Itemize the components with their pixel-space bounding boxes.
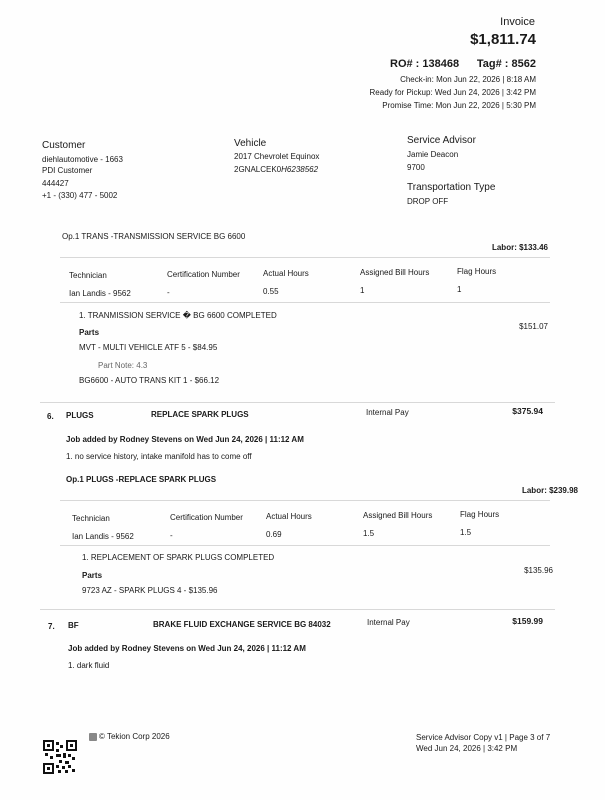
advisor-name: Jamie Deacon — [407, 150, 459, 159]
job-added: Job added by Rodney Stevens on Wed Jun 24, 2026 | 11:12 AM — [68, 644, 306, 653]
parts-label: Parts — [82, 571, 103, 580]
flag-hours-header: Flag Hours — [460, 510, 500, 519]
customer-type: PDI Customer — [42, 166, 93, 175]
ro-number: RO# : 138468 — [390, 58, 460, 70]
vin-suffix: H6238562 — [281, 165, 319, 174]
line-code: PLUGS — [66, 411, 94, 420]
advisor-number: 9700 — [407, 163, 425, 172]
vehicle-model: 2017 Chevrolet Equinox — [234, 152, 320, 161]
line-number: 7. — [48, 622, 55, 631]
vin-prefix: 2GNALCEK0 — [234, 165, 282, 174]
vehicle-heading: Vehicle — [234, 138, 267, 149]
line-number: 6. — [47, 412, 54, 421]
divider — [60, 257, 550, 258]
parts-total: $135.96 — [524, 566, 553, 575]
tag-number: Tag# : 8562 — [476, 58, 536, 70]
part-note: Part Note: 4.3 — [98, 361, 148, 370]
tekion-logo-icon — [89, 733, 97, 741]
op-title: Op.1 PLUGS -REPLACE SPARK PLUGS — [66, 475, 217, 484]
line-description: REPLACE SPARK PLUGS — [151, 410, 249, 419]
customer-phone: +1 - (330) 477 - 5002 — [42, 191, 118, 200]
part-line: MVT - MULTI VEHICLE ATF 5 - $84.95 — [79, 343, 218, 352]
document-type: Invoice — [500, 16, 535, 28]
customer-id: 444427 — [42, 179, 69, 188]
cert-header: Certification Number — [167, 270, 240, 279]
pay-type: Internal Pay — [367, 618, 410, 627]
tech-header: Technician — [69, 271, 107, 280]
cert-number: - — [170, 531, 173, 540]
copy-info: Service Advisor Copy v1 | Page 3 of 7 — [416, 733, 551, 742]
flag-hours: 1 — [457, 285, 462, 294]
bill-hours: 1 — [360, 286, 365, 295]
parts-label: Parts — [79, 328, 100, 337]
line-code: BF — [68, 621, 79, 630]
actual-hours-header: Actual Hours — [263, 269, 309, 278]
divider — [60, 500, 550, 501]
op1-title: Op.1 TRANS -TRANSMISSION SERVICE BG 6600 — [62, 232, 246, 241]
line-amount: $159.99 — [512, 616, 543, 626]
tech-name: Ian Landis - 9562 — [69, 289, 131, 298]
bill-hours-header: Assigned Bill Hours — [363, 511, 433, 520]
promise-time: Promise Time: Mon Jun 22, 2026 | 5:30 PM — [382, 101, 536, 110]
pickup-time: Ready for Pickup: Wed Jun 24, 2026 | 3:42 PM — [369, 88, 536, 97]
flag-hours-header: Flag Hours — [457, 267, 497, 276]
tech-name: Ian Landis - 9562 — [72, 532, 134, 541]
pay-type: Internal Pay — [366, 408, 409, 417]
actual-hours: 0.69 — [266, 530, 282, 539]
qr-code — [43, 740, 77, 774]
op1-labor: Labor: $133.46 — [491, 243, 548, 252]
print-timestamp: Wed Jun 24, 2026 | 3:42 PM — [416, 744, 518, 753]
line-amount: $375.94 — [512, 406, 543, 416]
actual-hours-header: Actual Hours — [266, 512, 312, 521]
divider — [60, 545, 550, 546]
actual-hours: 0.55 — [263, 287, 279, 296]
tech-header: Technician — [72, 514, 110, 523]
bill-hours-header: Assigned Bill Hours — [360, 268, 430, 277]
checkin-time: Check-in: Mon Jun 22, 2026 | 8:18 AM — [400, 75, 536, 84]
job-comment: 1. dark fluid — [68, 661, 110, 670]
copyright: © Tekion Corp 2026 — [99, 732, 170, 741]
op-labor: Labor: $239.98 — [521, 486, 578, 495]
part-line: BG6600 - AUTO TRANS KIT 1 - $66.12 — [79, 376, 220, 385]
transport-type: DROP OFF — [407, 197, 449, 206]
job-comment: 1. no service history, intake manifold has to come off — [66, 452, 252, 461]
bill-hours: 1.5 — [363, 529, 375, 538]
divider — [60, 302, 550, 303]
cert-number: - — [167, 288, 170, 297]
line-description: BRAKE FLUID EXCHANGE SERVICE BG 84032 — [153, 620, 331, 629]
part-line: 9723 AZ - SPARK PLUGS 4 - $135.96 — [82, 586, 218, 595]
vehicle-vin — [234, 165, 318, 174]
op-note: 1. REPLACEMENT OF SPARK PLUGS COMPLETED — [82, 553, 275, 562]
job-added: Job added by Rodney Stevens on Wed Jun 24, 2026 | 11:12 AM — [66, 435, 304, 444]
advisor-heading: Service Advisor — [407, 135, 476, 146]
divider — [40, 609, 555, 610]
customer-name: diehlautomotive - 1663 — [42, 155, 123, 164]
flag-hours: 1.5 — [460, 528, 472, 537]
customer-heading: Customer — [42, 140, 86, 151]
transport-heading: Transportation Type — [407, 182, 496, 193]
invoice-total: $1,811.74 — [470, 31, 536, 48]
op1-note: 1. TRANMISSION SERVICE � BG 6600 COMPLETED — [79, 311, 277, 320]
divider — [40, 402, 555, 403]
cert-header: Certification Number — [170, 513, 243, 522]
parts-total: $151.07 — [519, 322, 548, 331]
